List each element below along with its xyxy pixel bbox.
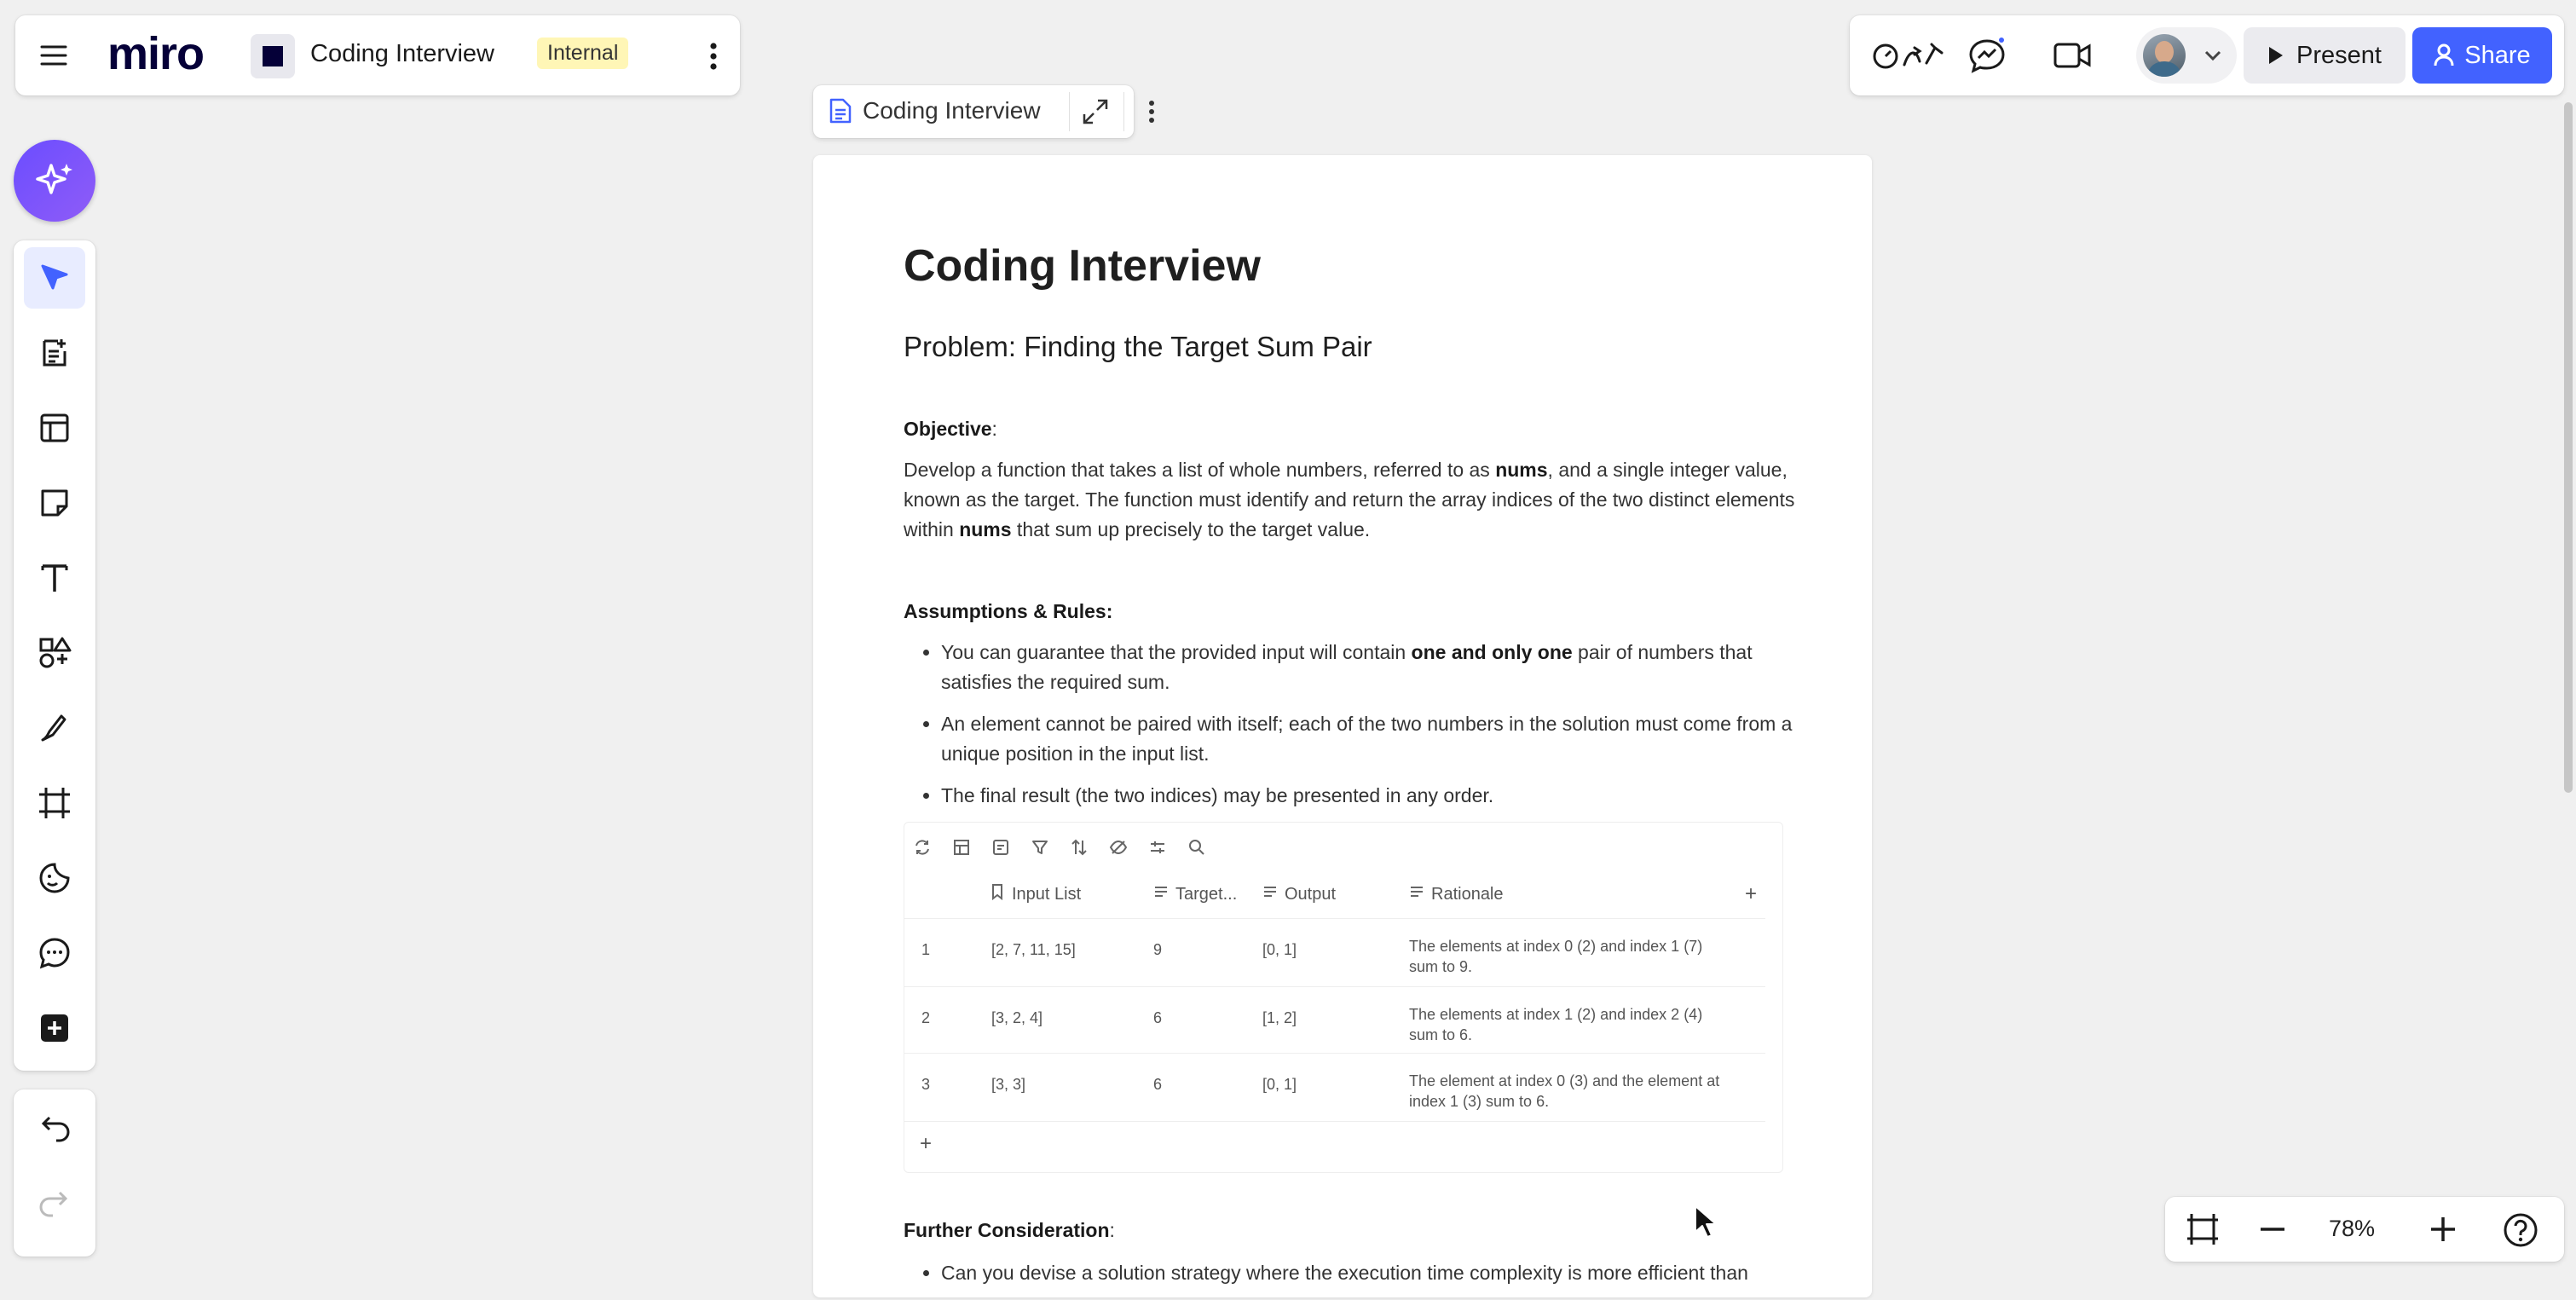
sparkle-icon [34,160,75,201]
stickers-tool[interactable] [24,847,85,909]
video-icon[interactable] [2053,38,2092,73]
table-row[interactable] [904,986,1765,1054]
table-row[interactable] [904,918,1765,987]
output-cell[interactable]: [1, 2] [1262,1009,1297,1026]
zoom-in-icon[interactable] [2428,1214,2458,1245]
expand-icon[interactable] [1081,97,1110,126]
more-apps-tool[interactable] [24,997,85,1059]
doc-title: Coding Interview [904,241,1261,291]
zoom-controls [2165,1197,2564,1262]
chevron-down-icon[interactable] [2203,46,2223,65]
redo-button[interactable] [24,1175,85,1236]
bookmark-icon [990,883,1005,905]
output-cell[interactable]: [0, 1] [1262,941,1297,958]
card-view-icon[interactable] [991,838,1014,860]
undo-button[interactable] [24,1100,85,1161]
list-item: • You can guarantee that the provided input will contain one and only one pair of numbers that satisfies the required sum. [941,638,1795,697]
chat-icon[interactable] [1967,38,2007,73]
input-list-cell[interactable]: [3, 2, 4] [991,1009,1043,1026]
text-field-icon [1153,884,1169,904]
rationale-cell[interactable]: The element at index 0 (3) and the element at index 1 (3) sum to 6. [1409,1072,1720,1110]
board-title[interactable]: Coding Interview [310,40,494,67]
target-cell[interactable]: 6 [1153,1076,1163,1093]
sticky-note-tool[interactable] [24,472,85,534]
cursor-arrow-icon [38,261,72,295]
row-number: 3 [921,1076,931,1093]
doc-subtitle: Problem: Finding the Target Sum Pair [904,331,1372,362]
table-toolbar [913,838,1210,860]
add-document-icon [38,336,72,370]
further-list [904,1258,1795,1300]
board-header [15,15,740,95]
undo-icon [38,1113,72,1147]
rationale-cell[interactable]: The elements at index 1 (2) and index 2 (4) sum to 6. [1409,1006,1703,1043]
user-icon [2434,43,2454,67]
text-tool[interactable] [24,547,85,609]
list-item: • Can you devise a solution strategy where the execution time complexity is more efficient than [941,1258,1795,1288]
emoji-sticker-icon [38,861,72,895]
rules-heading: Assumptions & Rules: [904,600,1113,622]
shapes-icon [38,636,72,670]
sticky-note-icon [38,486,72,520]
document-tab-label[interactable]: Coding Interview [863,97,1041,124]
embedded-table[interactable] [904,822,1783,1173]
sort-icon[interactable] [1070,838,1092,860]
plus-square-icon [38,1011,72,1045]
shapes-tool[interactable] [24,622,85,684]
reactions-icon[interactable] [1872,38,1949,73]
share-button[interactable] [2412,27,2552,84]
user-menu[interactable] [2136,27,2237,84]
board-icon [251,34,295,78]
menu-icon[interactable] [39,41,68,70]
add-column-button[interactable]: + [1745,882,1758,905]
collaboration-bar [1850,15,2564,95]
left-toolbar [14,240,95,1071]
objective-paragraph: Develop a function that takes a list of whole numbers, referred to as nums, and a single integer value, known as the target. The function must identify and return the array indices of the two distinct elements within nums that sum up precisely to the target value. [904,459,1795,540]
rationale-cell[interactable]: The elements at index 0 (2) and index 1 (7) sum to 9. [1409,938,1703,975]
target-cell[interactable]: 9 [1153,941,1163,958]
templates-tool[interactable] [24,397,85,459]
avatar[interactable] [2143,34,2186,77]
column-header-target[interactable]: Target... [1153,877,1237,911]
more-options-icon[interactable] [1146,97,1158,126]
row-number: 2 [921,1009,931,1026]
pen-icon [38,711,72,745]
document-icon [829,97,852,124]
history-toolbar [14,1089,95,1257]
document-tab [813,85,1134,138]
zoom-out-icon[interactable] [2257,1216,2288,1243]
rules-list [904,638,1795,823]
play-icon [2267,45,2284,66]
text-icon [38,561,72,595]
add-row-area [904,1121,1765,1171]
input-list-cell[interactable]: [2, 7, 11, 15] [991,941,1076,958]
search-icon[interactable] [1187,838,1210,860]
comment-icon [38,936,72,970]
scrollbar[interactable] [2564,102,2573,793]
column-header-rationale[interactable]: Rationale [1409,877,1504,911]
row-number: 1 [921,941,931,958]
further-heading: Further Consideration: [904,1219,1115,1241]
input-list-cell[interactable]: [3, 3] [991,1076,1026,1093]
share-label: Share [2464,41,2531,69]
frame-tool[interactable] [24,772,85,834]
output-cell[interactable]: [0, 1] [1262,1076,1297,1093]
text-field-icon [1409,884,1424,904]
select-tool[interactable] [24,247,85,309]
miro-logo[interactable]: miro [107,28,205,79]
pen-tool[interactable] [24,697,85,759]
zoom-level[interactable]: 78% [2329,1216,2376,1241]
table-view-icon[interactable] [952,838,974,860]
fit-to-screen-icon[interactable] [2184,1210,2221,1248]
list-item: • The final result (the two indices) may be presented in any order. [941,781,1795,811]
frame-icon [38,786,72,820]
layout-icon [38,411,72,445]
document-page[interactable] [813,155,1872,1297]
help-icon[interactable] [2503,1212,2538,1248]
list-item: • An element cannot be paired with itself; each of the two numbers in the solution must come from a unique position in the input list. [941,709,1795,769]
comment-tool[interactable] [24,922,85,984]
present-button[interactable] [2244,27,2406,84]
doc-tool[interactable] [24,322,85,384]
column-header-input-list[interactable]: Input List [990,877,1081,911]
add-row-button[interactable]: + [920,1132,933,1155]
column-header-output[interactable]: Output [1262,877,1336,911]
mouse-cursor-icon [1693,1204,1718,1239]
text-field-icon [1262,884,1278,904]
hide-icon[interactable] [1109,838,1131,860]
row-height-icon[interactable] [1148,838,1170,860]
present-label: Present [2296,41,2382,69]
target-cell[interactable]: 6 [1153,1009,1163,1026]
objective-heading: Objective: [904,418,997,440]
ai-assist-button[interactable] [14,140,95,222]
sync-icon[interactable] [913,838,935,860]
classification-badge[interactable]: Internal [537,38,628,69]
table-row[interactable] [904,1053,1765,1122]
more-options-icon[interactable] [699,39,728,73]
redo-icon [38,1188,72,1222]
filter-icon[interactable] [1031,838,1053,860]
